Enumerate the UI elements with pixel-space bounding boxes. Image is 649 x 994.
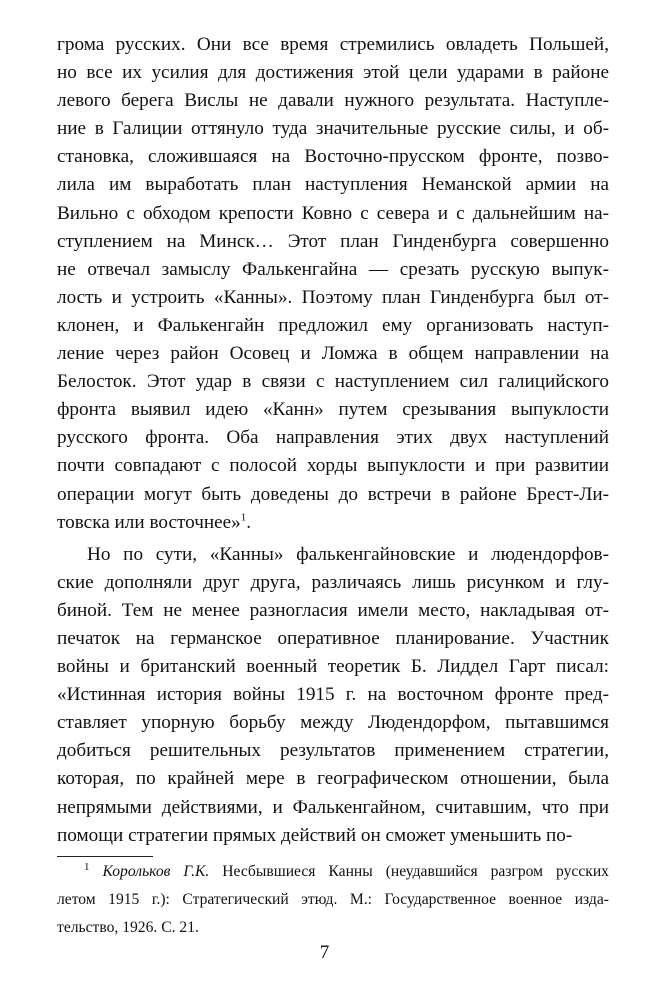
- footnote-line: тельство, 1926. С. 21.: [57, 919, 199, 937]
- text-line: русского фронта. Оба направления этих двух наступлений: [57, 427, 609, 449]
- text-line: лость и устроить «Канны». Поэтому план Гинденбурга был от-: [57, 286, 609, 308]
- footnote-number: 1: [84, 860, 90, 873]
- text-line: становка, сложившаяся на Восточно-прусском фронте, позво-: [57, 146, 609, 168]
- text-line: войны и британский военный теоретик Б. Лиддел Гарт писал:: [57, 656, 609, 678]
- text-line: ставляет упорную борьбу между Людендорфом, пытавшимся: [57, 712, 609, 734]
- text-line: грома русских. Они все время стремились овладеть Польшей,: [57, 34, 609, 55]
- text-line: Белосток. Этот удар в связи с наступлением сил галицийского: [57, 371, 609, 393]
- text-line: «Истинная история войны 1915 г. на восточном фронте пред-: [57, 684, 609, 706]
- text-line: добиться решительных результатов применением стратегии,: [57, 740, 609, 762]
- page-number: 7: [319, 942, 330, 963]
- text-line: Но по сути, «Канны» фалькенгайновские и людендорфов-: [87, 543, 609, 565]
- footnote-line: [57, 859, 609, 887]
- text-line: ские дополняли друг друга, различаясь лишь рисунком и глу-: [57, 571, 609, 593]
- text-line: операции могут быть доведены до встречи в районе Брест-Ли-: [57, 483, 609, 505]
- text-line: не отвечал замыслу Фалькенгайна — срезать русскую выпук-: [57, 258, 609, 280]
- text-line: ние в Галиции оттянуло туда значительные русские силы, и об-: [57, 118, 609, 140]
- footnote: [57, 859, 609, 943]
- text-line: фронта выявил идею «Канн» путем срезывания выпуклости: [57, 399, 609, 421]
- main-text: [57, 31, 609, 850]
- text-line: печаток на германское оперативное планирование. Участник: [57, 627, 609, 649]
- footnote-author: Корольков Г.К.: [102, 863, 210, 880]
- footnote-line: летом 1915 г.): Стратегический этюд. М.: Государственное военное изда-: [57, 891, 609, 909]
- text-line: ление через район Осовец и Ломжа в общем направлении на: [57, 343, 609, 365]
- text-line: лила им выработать план наступления Неманской армии на: [57, 174, 609, 196]
- text-line: помощи стратегии прямых действий он сможет уменьшить по-: [57, 824, 573, 846]
- text-line: но все их усилия для достижения этой цели ударами в районе: [57, 62, 609, 84]
- footnote-reference: 1: [240, 511, 247, 524]
- text-line: биной. Тем не менее разногласия имели место, накладывая от-: [57, 599, 609, 621]
- text-line: которая, по крайней мере в географическом отношении, была: [57, 768, 609, 790]
- footnote-divider: [57, 856, 153, 857]
- text-line: непрямыми действиями, и Фалькенгайном, считавшим, что при: [57, 796, 609, 818]
- text-line: Вильно с обходом крепости Ковно с севера и с дальнейшим на-: [57, 202, 609, 224]
- text-line: почти совпадают с полосой хорды выпуклости и при развитии: [57, 455, 609, 477]
- text-line: товска или восточнее»$^1$.: [57, 511, 252, 533]
- text-line: левого берега Вислы не давали нужного результата. Наступле-: [57, 90, 609, 112]
- footnote-text: Несбывшиеся Канны (неудавшийся разгром русских: [209, 863, 609, 880]
- text-line: ступлением на Минск… Этот план Гинденбурга совершенно: [57, 230, 609, 252]
- text-line: клонен, и Фалькенгайн предложил ему организовать наступ-: [57, 314, 609, 336]
